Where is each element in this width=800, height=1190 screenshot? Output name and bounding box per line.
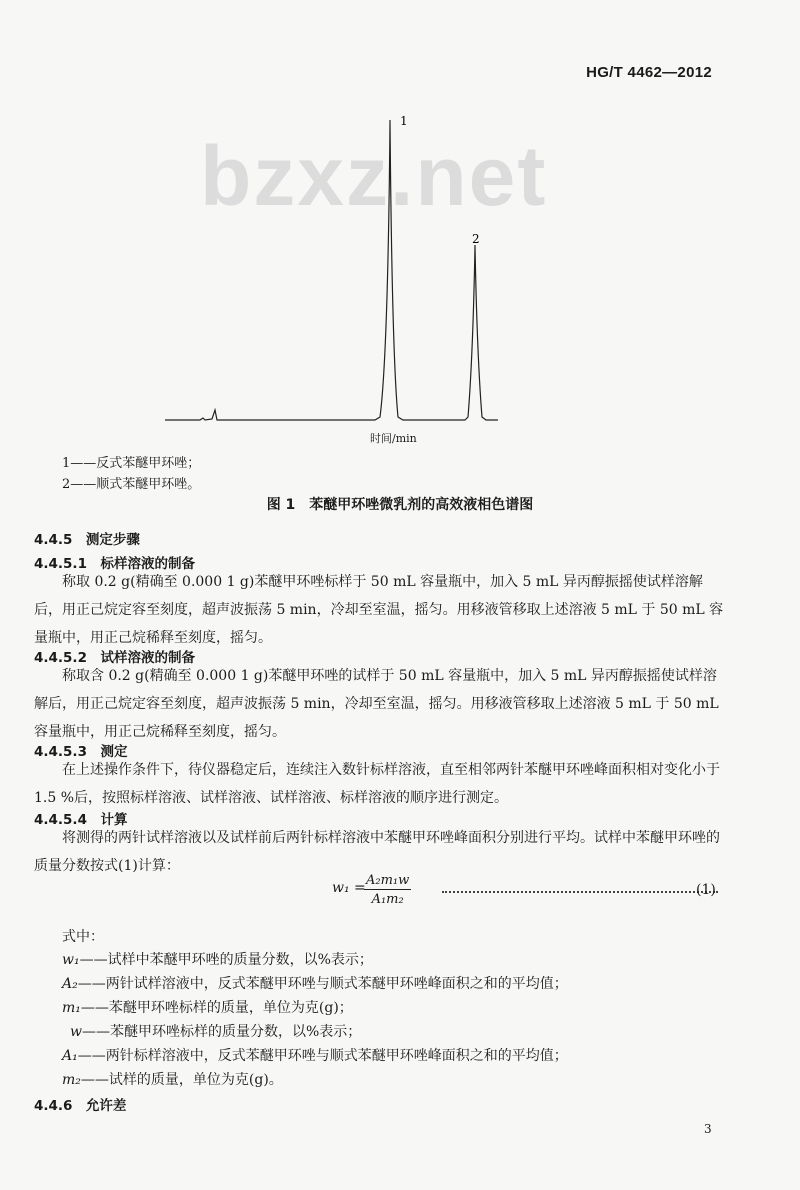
description: ——苯醚甲环唑标样的质量，单位为克(g)； [80,1000,353,1016]
description: ——两针试样溶液中，反式苯醚甲环唑与顺式苯醚甲环唑峰面积之和的平均值； [77,976,568,992]
formula-number: (1) [696,882,716,898]
heading-4-4-5-4: 4.4.5.4 计算 [34,812,128,828]
heading-4-4-5-1: 4.4.5.1 标样溶液的制备 [34,556,195,572]
heading-4-4-6: 4.4.6 允许差 [34,1098,127,1114]
paragraph-standard-solution: 称取 0.2 g(精确至 0.000 1 g)苯醚甲环唑标样于 50 mL 容量瓶中，加入 5 mL 异丙醇振摇使试样溶解后，用正己烷定容至刻度，超声波振荡 5 min，冷却至室温，摇匀。用移液管移取上述溶液 5 mL 于 50 mL 容量瓶中，用正己烷稀释至刻度，摇匀。 [34,574,724,646]
where-item-A2 [62,973,568,993]
where-item-A1 [62,1045,568,1065]
where-item-m1 [62,997,353,1017]
watermark-text: bzxz.net [200,129,548,223]
paragraph-sample-solution: 称取含 0.2 g(精确至 0.000 1 g)苯醚甲环唑的试样于 50 mL 容量瓶中，加入 5 mL 异丙醇振摇使试样溶解后，用正己烷定容至刻度，超声波振荡 5 min，冷却至室温，摇匀。用移液管移取上述溶液 5 mL 于 50 mL 容量瓶中，用正己烷稀释至刻度，摇匀。 [34,668,719,740]
description: ——两针标样溶液中，反式苯醚甲环唑与顺式苯醚甲环唑峰面积之和的平均值； [77,1048,568,1064]
symbol: w₁ [62,952,80,968]
chromatogram-trace [165,120,498,420]
page-number: 3 [704,1122,712,1136]
description: ——试样中苯醚甲环唑的质量分数，以%表示； [79,952,373,968]
where-title: 式中： [62,929,104,945]
heading-4-4-5-2: 4.4.5.2 试样溶液的制备 [34,650,195,666]
formula-fraction [364,873,411,907]
heading-4-4-5: 4.4.5 测定步骤 [34,532,140,548]
x-axis-label: 时间/min [370,432,417,445]
paragraph-determination: 在上述操作条件下，待仪器稳定后，连续注入数针标样溶液，直至相邻两针苯醚甲环唑峰面积相对变化小于 1.5 %后，按照标样溶液、试样溶液、试样溶液、标样溶液的顺序进行测定。 [34,762,720,806]
description: ——苯醚甲环唑标样的质量分数，以%表示； [81,1024,362,1040]
formula-numerator: A₂m₁w [366,873,410,888]
peak-2-label: 2 [472,232,480,246]
formula-denominator: A₁m₂ [371,892,404,907]
formula-1 [332,873,410,907]
symbol: w [70,1024,82,1040]
formula-leader-dots [442,891,718,893]
where-item-w1 [62,949,373,969]
symbol: A₂ [62,976,78,992]
symbol: m₁ [62,1000,81,1016]
legend-item-2: 2——顺式苯醚甲环唑。 [62,477,201,492]
where-item-m2 [62,1069,283,1089]
heading-4-4-5-3: 4.4.5.3 测定 [34,744,128,760]
formula-lhs: w₁ = [332,880,366,896]
chromatogram [160,105,600,435]
legend-item-1: 1——反式苯醚甲环唑； [62,456,201,471]
peak-1-label: 1 [400,114,408,128]
description: ——试样的质量，单位为克(g)。 [80,1072,283,1088]
symbol: A₁ [62,1048,78,1064]
symbol: m₂ [62,1072,81,1088]
standard-code: HG/T 4462—2012 [586,64,712,81]
paragraph-calculation: 将测得的两针试样溶液以及试样前后两针标样溶液中苯醚甲环唑峰面积分别进行平均。试样中苯醚甲环唑的质量分数按式(1)计算： [34,830,720,874]
figure-caption: 图 1 苯醚甲环唑微乳剂的高效液相色谱图 [266,497,534,513]
where-item-w [70,1021,361,1041]
